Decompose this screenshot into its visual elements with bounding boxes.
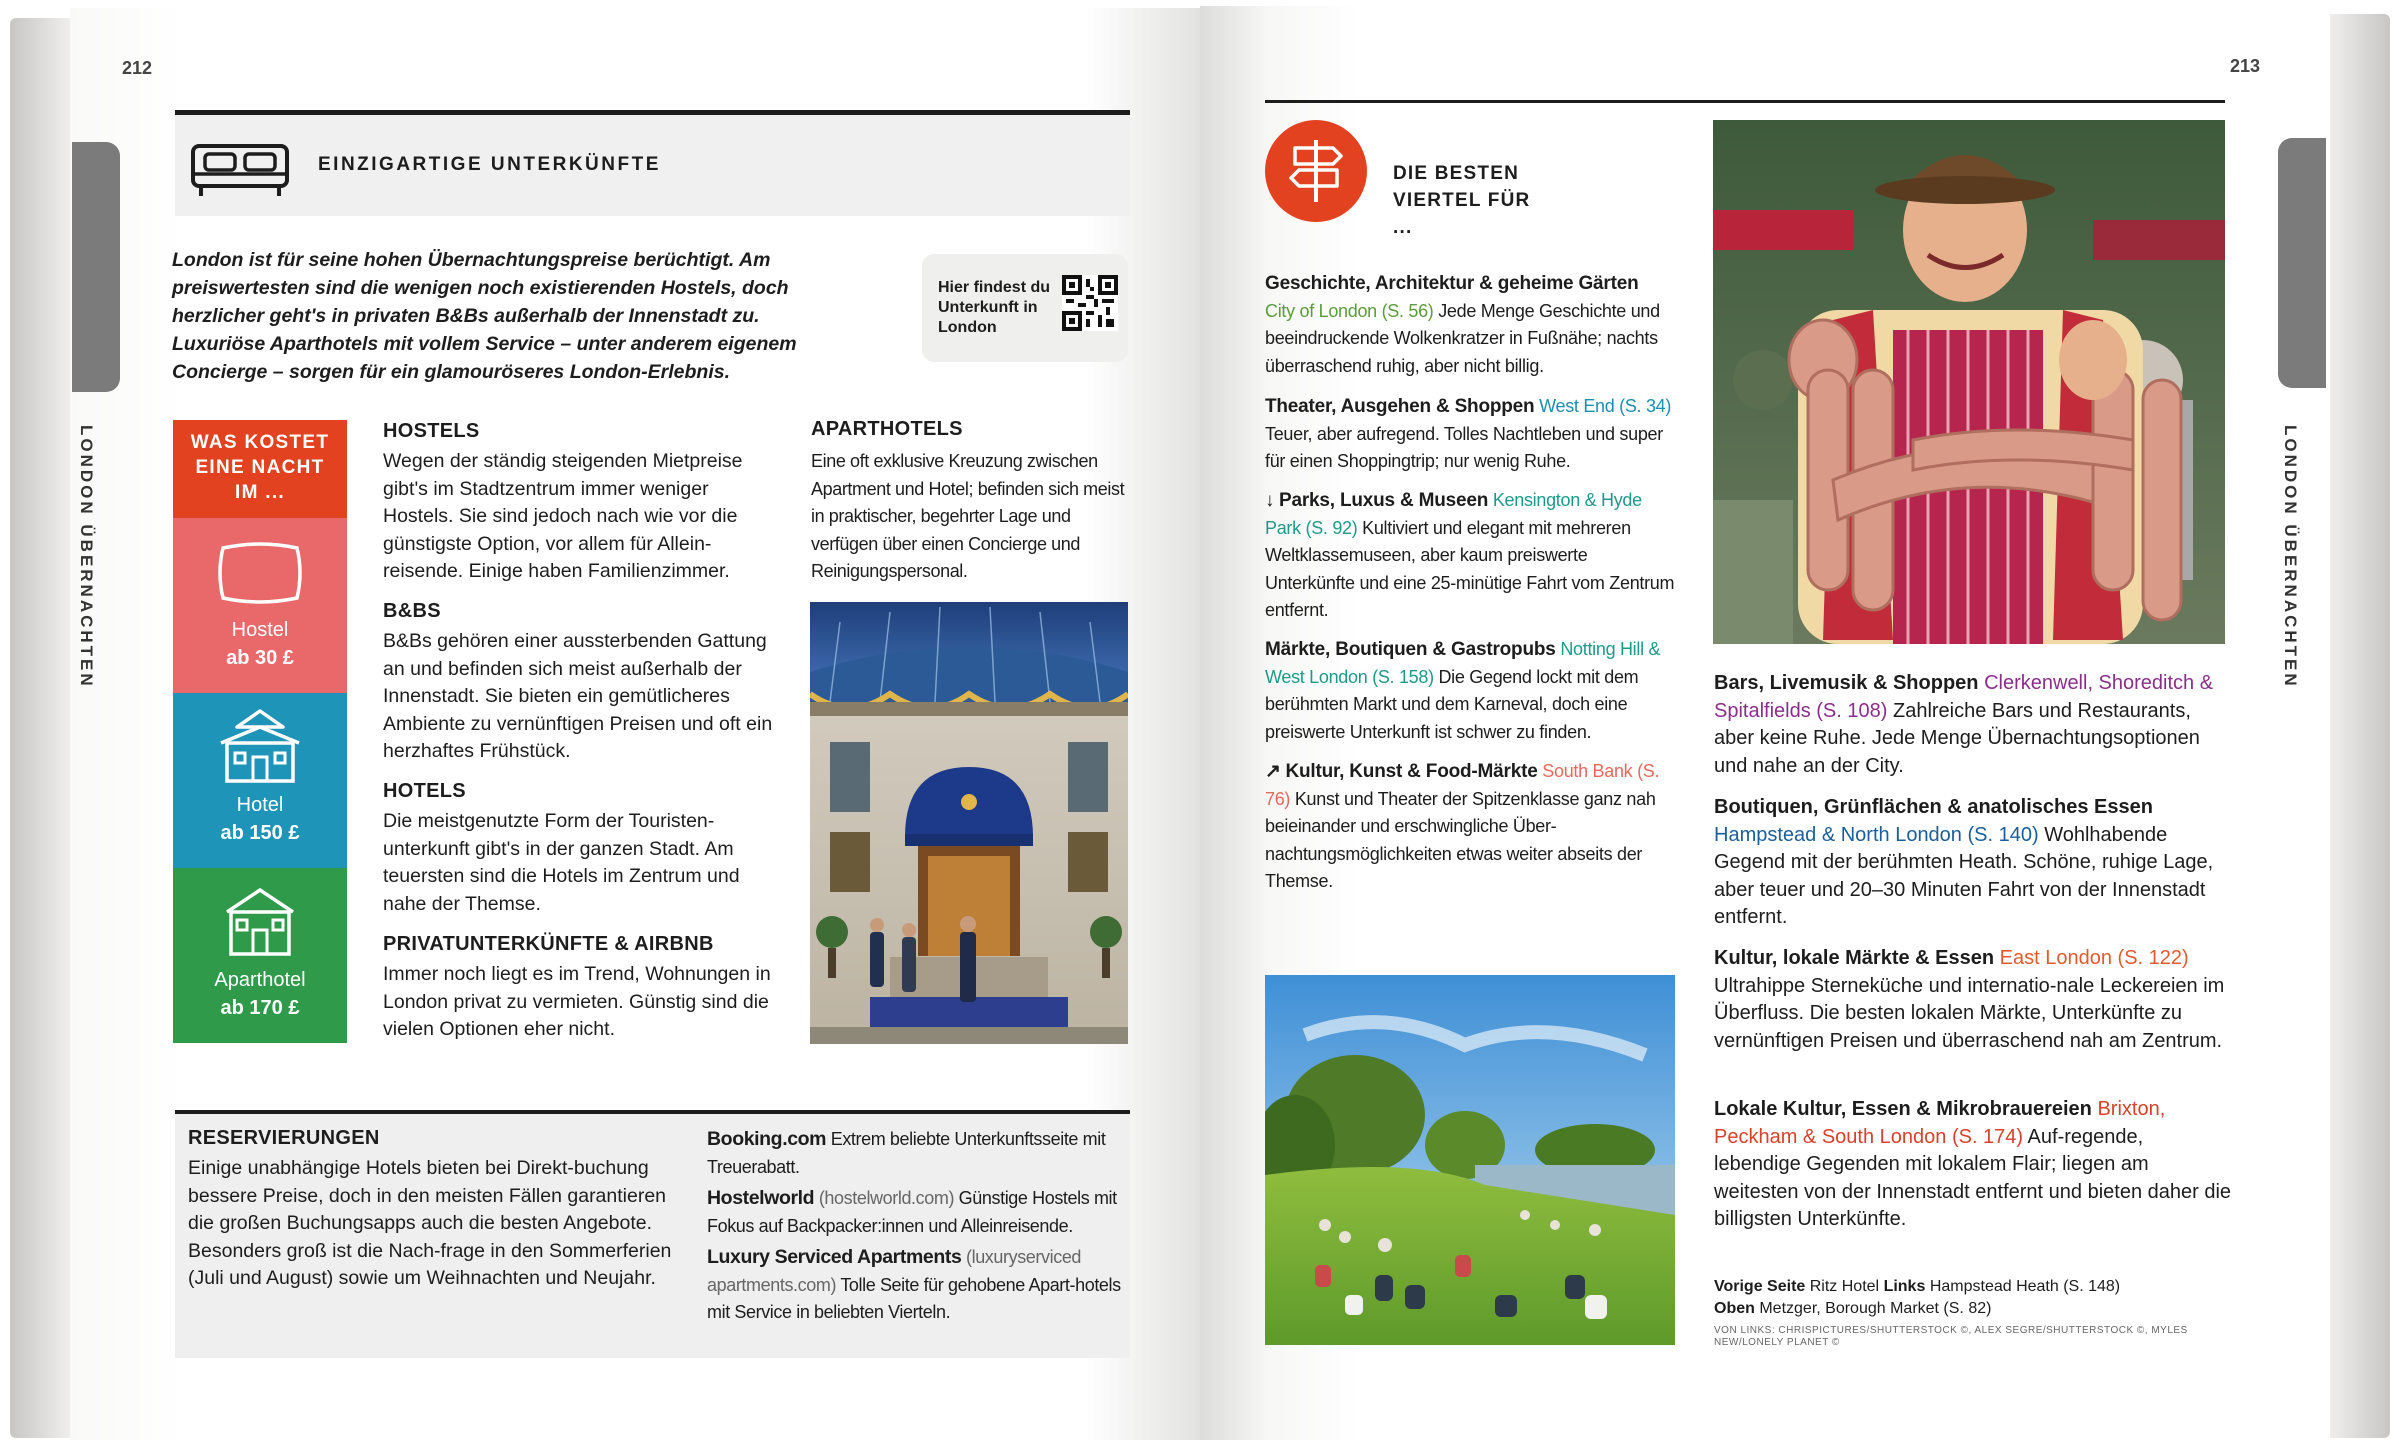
text-hotels: Die meistgenutzte Form der Touristen-unterkunft gibt's in der ganzen Stadt. Am teuersten sind die Hotels im Zentrum und nahe der Themse. [383, 810, 740, 915]
site-luxury: Luxury Serviced Apartments (luxuryserviced apartments.com) Tolle Seite für gehobene Apart-hotels mit Service in beliebten Vierteln. [707, 1246, 1121, 1322]
link-east-london[interactable]: East London (S. 122) [1999, 947, 2189, 969]
qr-code-icon[interactable] [1062, 275, 1118, 331]
best-neighbourhoods-heading: DIE BESTEN VIERTEL FÜR ... [1393, 163, 1531, 238]
neighbourhood-kensington: ↓ Parks, Luxus & Museen Kensington & Hyde Park (S. 92) Kultiviert und elegant mit mehreren Weltklassemuseen, aber kaum preiswerte Unterkünfte und eine 25-minütige Fahrt vom Zentrum entfernt. [1265, 490, 1675, 620]
page-number-left: 212 [122, 58, 153, 78]
right-rule [1265, 100, 2225, 103]
link-notting-hill[interactable]: Notting Hill & West London (S. 158) [1265, 639, 1661, 687]
photo-credits: VON LINKS: CHRISPICTURES/SHUTTERSTOCK ©, ALEX SEGRE/SHUTTERSTOCK ©, MYLES NEW/LONELY PLANET © [1714, 1325, 2188, 1348]
ritz-hotel-photo [810, 602, 1128, 1044]
link-kensington[interactable]: Kensington & Hyde Park (S. 92) [1265, 490, 1642, 538]
neighbourhood-clerkenwell: Bars, Livemusik & Shoppen Clerkenwell, Shoreditch & Spitalfields (S. 108) Zahlreiche Bars und Restaurants, aber keine Ruhe. Jede Menge Übernachtungsoptionen und nahe an der City. [1714, 672, 2214, 777]
price-hostel: Hostel ab 30 £ [173, 518, 347, 693]
link-west-end[interactable]: West End (S. 34) [1539, 396, 1672, 416]
text-aparthotels: Eine oft exklusive Kreuzung zwischen Apartment und Hotel; befinden sich meist in praktischer, begehrter Lage und verfügen über einen Concierge und Reinigungspersonal. [811, 451, 1125, 581]
link-hampstead[interactable]: Hampstead & North London (S. 140) [1714, 823, 2039, 846]
price-heading: WAS KOSTET EINE NACHT IM ... [173, 420, 347, 518]
heading-hotels: HOTELS [383, 780, 466, 802]
caption-above: Oben Metzger, Borough Market (S. 82) [1714, 1300, 1992, 1317]
qr-caption: Hier findest du Unterkunft in London [938, 279, 1051, 336]
hampstead-heath-photo [1265, 975, 1675, 1345]
text-private: Immer noch liegt es im Trend, Wohnungen in London privat zu vermieten. Günstig sind die vielen Optionen eher nicht. [383, 963, 771, 1040]
caption-prev-page: Vorige Seite Ritz Hotel Links Hampstead Heath (S. 148) [1714, 1278, 2121, 1295]
booking-link[interactable]: Booking.com [707, 1128, 827, 1150]
link-clerkenwell[interactable]: Clerkenwell, Shoreditch & Spitalfields (S. 108) [1714, 672, 2214, 722]
site-booking: Booking.com Extrem beliebte Unterkunftsseite mit Treuerabatt. [707, 1128, 1106, 1177]
neighbourhood-west-end: Theater, Ausgehen & Shoppen West End (S. 34) Teuer, aber aufregend. Tolles Nachtleben und super für einen Shoppingtrip; nur wenig Ruhe. [1265, 396, 1672, 471]
side-label-right: LONDON ÜBERNACHTEN [2281, 425, 2300, 689]
neighbourhood-south-bank: ↗ Kultur, Kunst & Food-Märkte South Bank (S. 76) Kunst und Theater der Spitzenklasse ganz nah beieinander und erschwingliche Über-nachtungsmöglichkeiten etwas weiter abseits der Themse. [1265, 761, 1660, 891]
heading-aparthotels: APARTHOTELS [811, 418, 963, 440]
page-number-right: 213 [2230, 56, 2261, 76]
neighbourhood-east-london: Kultur, lokale Märkte & Essen East London (S. 122) Ultrahippe Sterneküche und internatio-nale Leckereien im Überfluss. Die besten lokalen Märkte, Unterkünfte zu vernünftigen Preisen und überraschend nah am Zentrum. [1714, 947, 2225, 1052]
signpost-icon [1275, 130, 1357, 212]
price-hotel: Hotel ab 150 £ [173, 693, 347, 868]
neighbourhood-hampstead: Boutiquen, Grünflächen & anatolisches Essen Hampstead & North London (S. 140) Wohlhabende Gegend mit der berühmten Heath. Schöne, ruhige Lage, aber teuer und 20–30 Minuten Fahrt von der Innenstadt entfernt. [1714, 796, 2214, 928]
page-edge-right [2320, 14, 2390, 1438]
link-south-bank[interactable]: South Bank (S. 76) [1265, 761, 1660, 809]
hostelworld-link[interactable]: Hostelworld [707, 1187, 815, 1209]
side-label-left: LONDON ÜBERNACHTEN [77, 425, 96, 689]
thumb-tab-left [72, 142, 120, 392]
reservations-text: Einige unabhängige Hotels bieten bei Direkt-buchung bessere Preise, doch in den meisten Fällen garantieren die großen Buchungsapps auch die besten Angebote. Besonders groß ist die Nach-frage in den Sommerferien (Juli und August) sowie um Weihnachten und Neujahr. [188, 1157, 672, 1289]
bed-icon [187, 134, 293, 200]
link-brixton[interactable]: Brixton, Peckham & South London (S. 174) [1714, 1098, 2166, 1148]
pillow-icon [213, 538, 307, 608]
price-column [173, 420, 347, 1043]
reservations-title: RESERVIERUNGEN [188, 1127, 380, 1149]
thumb-tab-right [2278, 138, 2326, 388]
heading-hostels: HOSTELS [383, 420, 480, 442]
neighbourhood-brixton: Lokale Kultur, Essen & Mikrobrauereien Brixton, Peckham & South London (S. 174) Auf-regende, lebendige Gegenden mit lokalem Flair; liegen am weitesten von der Innenstadt entfernt und bieten daher die billigsten Unterkünfte. [1714, 1098, 2232, 1230]
intro-text: London ist für seine hohen Übernachtungspreise berüchtigt. Am preiswertesten sind die wenigen noch existierenden Hostels, doch herzlicher geht's in privaten B&Bs außerhalb der Innenstadt zu. Luxuriöse Aparthotels mit vollem Service – unter anderem eigenem Concierge – sorgen für ein glamouröseres London-Erlebnis. [172, 249, 797, 383]
section-title: EINZIGARTIGE UNTERKÜNFTE [318, 154, 661, 175]
price-aparthotel: Aparthotel ab 170 £ [173, 868, 347, 1043]
link-city-of-london[interactable]: City of London (S. 56) [1265, 300, 1434, 321]
site-hostelworld: Hostelworld (hostelworld.com) Günstige Hostels mit Fokus auf Backpacker:innen und Alleinreisende. [707, 1187, 1117, 1236]
house-icon [213, 882, 307, 962]
text-bnbs: B&Bs gehören einer aussterbenden Gattung an und befinden sich meist außerhalb der Innenstadt. Sie bieten ein gemütlicheres Ambiente zu vernünftigen Preisen und oft ein herzhaftes Frühstück. [383, 630, 773, 762]
luxury-link[interactable]: Luxury Serviced Apartments [707, 1246, 962, 1268]
butcher-photo [1713, 120, 2225, 644]
neighbourhood-notting-hill: Märkte, Boutiquen & Gastropubs Notting Hill & West London (S. 158) Die Gegend lockt mit dem berühmten Markt und dem Karneval, doch eine preiswerte Unterkunft ist schwer zu finden. [1265, 639, 1661, 742]
hotel-icon [213, 707, 307, 787]
heading-bnbs: B&BS [383, 600, 441, 622]
text-hostels: Wegen der ständig steigenden Mietpreise gibt's im Stadtzentrum immer weniger Hostels. Sie sind jedoch nach wie vor die günstigste Option, vor allem für Allein-reisende. Einige haben Familienzimmer. [383, 450, 743, 582]
neighbourhood-city: Geschichte, Architektur & geheime Gärten City of London (S. 56) Jede Menge Geschichte und beeindruckende Wolkenkratzer in Fußnähe; nachts überraschend ruhig, aber nicht billig. [1265, 273, 1660, 376]
heading-private: PRIVATUNTERKÜNFTE & AIRBNB [383, 933, 714, 955]
